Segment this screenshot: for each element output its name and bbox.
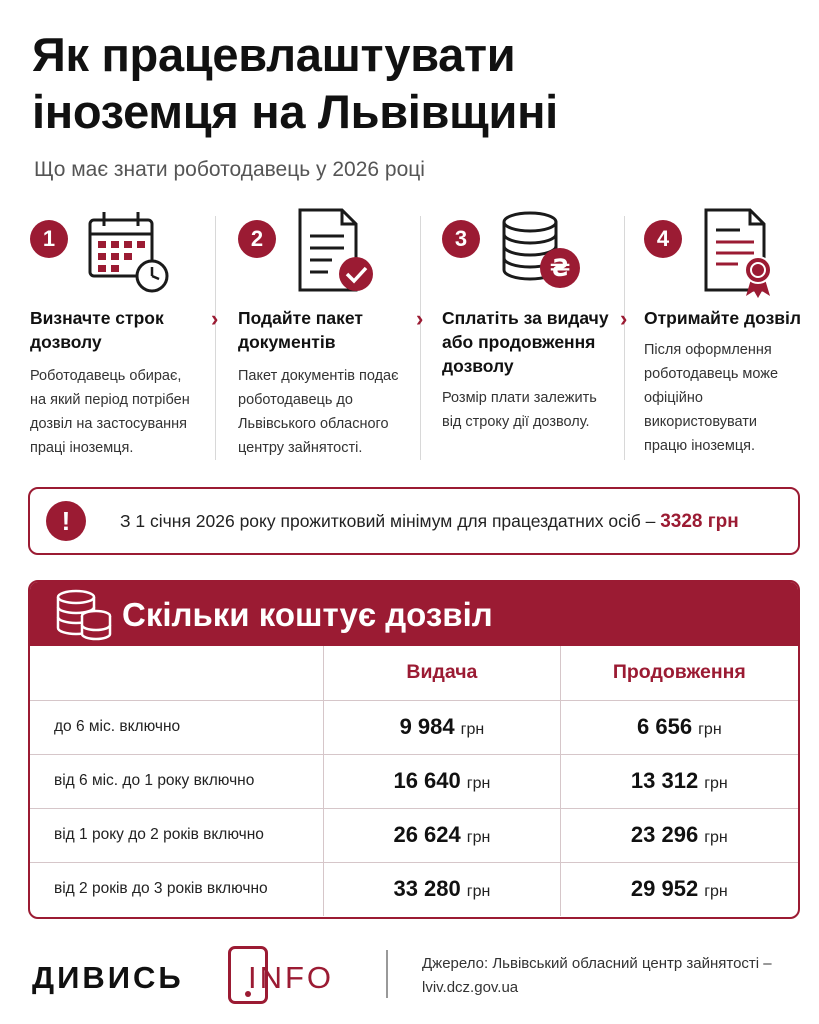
page-subtitle: Що має знати роботодавець у 2026 році xyxy=(34,158,425,181)
column-header-extension: Продовження xyxy=(560,646,798,700)
document-check-icon xyxy=(292,206,382,298)
step-description: Пакет документів подає роботодавець до Львівського обласного центру зайнятості. xyxy=(238,368,399,456)
table-row xyxy=(30,862,798,916)
coins-hryvnia-icon xyxy=(496,206,586,298)
page-title xyxy=(32,26,558,140)
step-1 xyxy=(28,204,208,460)
table-row xyxy=(30,808,798,862)
step-3 xyxy=(440,204,630,460)
issue-cell: 26 624 грн xyxy=(324,808,561,862)
step-number: 1 xyxy=(30,220,68,258)
step-title: Отримайте дозвіл xyxy=(644,308,802,328)
table-header-row xyxy=(30,646,798,700)
cost-section xyxy=(28,580,800,919)
footer-divider xyxy=(386,950,388,998)
logo-text-secondary: INFO xyxy=(248,960,335,995)
step-description: Розмір плати залежить від строку дії дозволу. xyxy=(442,390,597,430)
footer xyxy=(32,940,802,1010)
chevron-right-icon: › xyxy=(416,306,424,331)
certificate-icon xyxy=(698,206,788,298)
step-2 xyxy=(236,204,416,460)
table-row xyxy=(30,700,798,754)
step-4 xyxy=(642,204,812,460)
step-divider xyxy=(420,216,421,460)
step-number: 2 xyxy=(238,220,276,258)
column-header-issue: Видача xyxy=(324,646,561,700)
step-divider xyxy=(624,216,625,460)
svg-text:₴: ₴ xyxy=(549,254,571,282)
extension-cell: 23 296 грн xyxy=(560,808,798,862)
step-title: Подайте пакет документів xyxy=(238,308,363,352)
notice-value: 3328 грн xyxy=(660,511,739,532)
exclamation-icon: ! xyxy=(46,501,86,541)
notice-text: З 1 січня 2026 року прожитковий мінімум для працездатних осіб – 3328 грн xyxy=(120,511,739,532)
step-number: 3 xyxy=(442,220,480,258)
title-line-2: іноземця на Львівщині xyxy=(32,85,558,138)
period-cell: від 2 років до 3 років включно xyxy=(30,862,324,916)
source-credit: Джерело: Львівський обласний центр зайнятості – lviv.dcz.gov.ua xyxy=(422,955,772,996)
step-description: Роботодавець обирає, на який період потрібен дозвіл на застосування праці іноземця. xyxy=(30,368,190,456)
period-cell: від 1 року до 2 років включно xyxy=(30,808,324,862)
extension-cell: 13 312 грн xyxy=(560,754,798,808)
step-number: 4 xyxy=(644,220,682,258)
steps-section xyxy=(28,204,808,460)
chevron-right-icon: › xyxy=(211,306,219,331)
table-row xyxy=(30,754,798,808)
column-header-period xyxy=(30,646,324,700)
coins-stack-icon xyxy=(52,588,114,642)
issue-cell: 9 984 грн xyxy=(324,700,561,754)
calendar-icon xyxy=(84,206,174,298)
issue-cell: 16 640 грн xyxy=(324,754,561,808)
step-title: Сплатіть за видачу або продовження дозволу xyxy=(442,308,609,376)
cost-title: Скільки коштує дозвіл xyxy=(122,596,493,633)
step-divider xyxy=(215,216,216,460)
period-cell: від 6 міс. до 1 року включно xyxy=(30,754,324,808)
cost-header xyxy=(30,582,798,646)
extension-cell: 29 952 грн xyxy=(560,862,798,916)
logo-text-primary: ДИВИСЬ xyxy=(32,960,184,995)
cost-table xyxy=(30,646,798,916)
period-cell: до 6 міс. включно xyxy=(30,700,324,754)
title-line-1: Як працевлаштувати xyxy=(32,28,516,81)
minimum-wage-notice xyxy=(28,487,800,555)
extension-cell: 6 656 грн xyxy=(560,700,798,754)
issue-cell: 33 280 грн xyxy=(324,862,561,916)
step-description: Після оформлення роботодавець може офіційно використовувати працю іноземця. xyxy=(644,342,779,454)
chevron-right-icon: › xyxy=(620,306,628,331)
step-title: Визначте строк дозволу xyxy=(30,308,164,352)
